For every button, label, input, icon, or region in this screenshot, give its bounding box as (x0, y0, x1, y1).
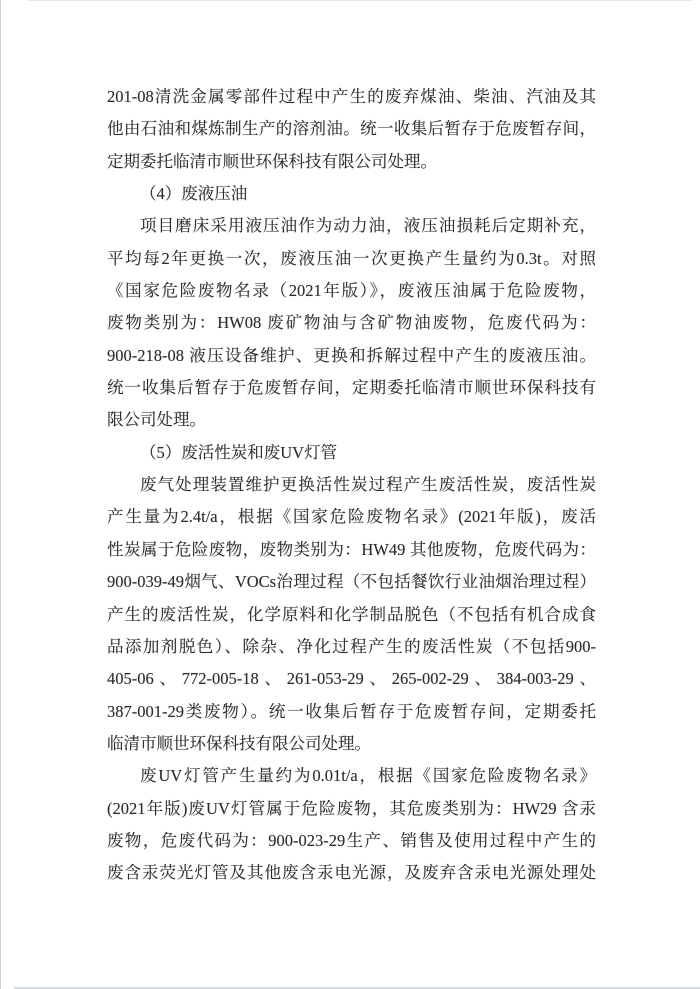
text-line: 废UV灯管产生量约为0.01t/a，根据《国家危险废物名录》 (140, 766, 596, 786)
text-line: 性炭属于危险废物，废物类别为：HW49 其他废物，危废代码为： (107, 539, 596, 559)
text-line: 产生的废活性炭，化学原料和化学制品脱色（不包括有机合成食 (107, 604, 596, 624)
text-line: 统一收集后暂存于危废暂存间，定期委托临清市顺世环保科技有 (107, 378, 596, 398)
text-line: 废物，危废代码为：900-023-29生产、销售及使用过程中产生的 (107, 830, 596, 850)
text-line: 废气处理装置维护更换活性炭过程产生废活性炭，废活性炭 (140, 475, 596, 495)
paragraph-heading (107, 437, 596, 469)
text-line: 品添加剂脱色）、除杂、净化过程产生的废活性炭（不包括900- (107, 636, 596, 656)
text-line: (2021年版)废UV灯管属于危险废物，其危废类别为：HW29 含汞 (107, 798, 596, 818)
text-line: 405-06、772-005-18、261-053-29、265-002-29、384-003-29、 (107, 669, 596, 689)
page-edge-top (28, 0, 692, 1)
text-line: 900-218-08 液压设备维护、更换和拆解过程中产生的废液压油。 (107, 345, 596, 365)
text-line: 项目磨床采用液压油作为动力油，液压油损耗后定期补充， (140, 216, 596, 236)
text-line: 平均每2年更换一次，废液压油一次更换产生量约为0.3t。对照 (107, 248, 596, 268)
paragraph (107, 760, 596, 889)
document-text-block (107, 81, 596, 890)
paragraph (107, 81, 596, 178)
text-line: 900-039-49烟气、VOCs治理过程（不包括餐饮行业油烟治理过程） (107, 572, 596, 592)
paragraph (107, 469, 596, 760)
text-line: 387-001-29类废物）。统一收集后暂存于危废暂存间，定期委托 (107, 701, 596, 721)
text-line: 产生量为2.4t/a，根据《国家危险废物名录》(2021年版)，废活 (107, 507, 596, 527)
paragraph-heading (107, 178, 596, 210)
text-line: （4）废液压油 (140, 184, 248, 204)
text-line: 他由石油和煤炼制生产的溶剂油。统一收集后暂存于危废暂存间， (107, 119, 596, 139)
text-line: 临清市顺世环保科技有限公司处理。 (107, 733, 371, 753)
text-line: 废含汞荧光灯管及其他废含汞电光源，及废弃含汞电光源处理处 (107, 863, 596, 883)
text-line: 废物类别为：HW08 废矿物油与含矿物油废物，危废代码为： (107, 313, 596, 333)
text-line: 《国家危险废物名录（2021年版）》，废液压油属于危险废物， (107, 281, 596, 301)
text-line: 定期委托临清市顺世环保科技有限公司处理。 (107, 151, 437, 171)
text-line: （5）废活性炭和废UV灯管 (140, 442, 338, 462)
text-line: 限公司处理。 (107, 410, 206, 430)
page-edge-left (0, 0, 1, 989)
paragraph (107, 210, 596, 436)
text-line: 201-08清洗金属零部件过程中产生的废弃煤油、柴油、汽油及其 (107, 87, 596, 106)
